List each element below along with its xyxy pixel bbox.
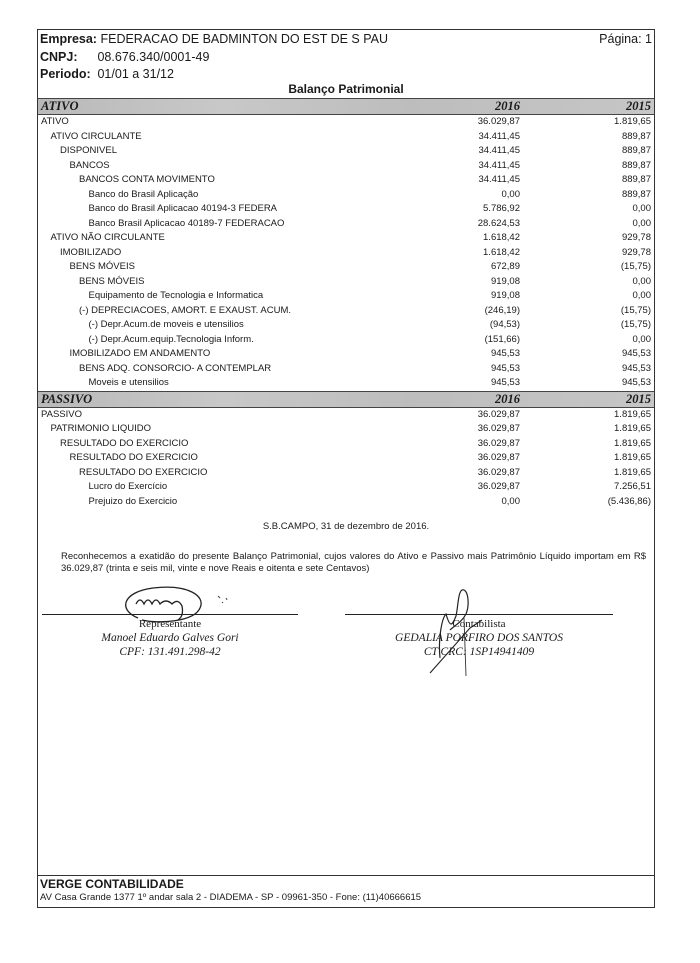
- declaration-text: Reconhecemos a exatidão do presente Balanço Patrimonial, cujos valores do Ativo e Passivo mais Patrimônio Líquido importam em R$ 36.029,87 (trinta e seis mil, vinte e nove Reais e oitenta e sete Centavos): [61, 551, 646, 574]
- value-2016: 1.618,42: [483, 232, 520, 243]
- value-2016: 36.029,87: [477, 466, 520, 478]
- value-2015: 889,87: [621, 130, 651, 142]
- table-row: [38, 466, 654, 481]
- passivo-year-2016: 2016: [495, 391, 520, 406]
- representative-name: Manoel Eduardo Galves Gori: [101, 632, 239, 644]
- table-row: [38, 495, 654, 510]
- document-footer: [38, 875, 654, 907]
- ativo-year-2015: 2015: [626, 99, 651, 113]
- city-date: S.B.CAMPO, 31 de dezembro de 2016.: [262, 521, 430, 532]
- document-header: [38, 30, 654, 98]
- value-2015: 0,00: [632, 217, 651, 229]
- period-label: Periodo:: [40, 67, 91, 81]
- accountant-signature-block: [345, 614, 613, 658]
- passivo-rows: [38, 408, 654, 510]
- value-2015: 945,53: [621, 377, 651, 388]
- value-2016: 1.618,42: [483, 246, 520, 258]
- table-row: [38, 451, 654, 466]
- account-description: PATRIMONIO LIQUIDO: [50, 423, 151, 434]
- value-2016: (94,53): [489, 319, 520, 330]
- value-2016: 36.029,87: [477, 481, 520, 492]
- account-description: BANCOS CONTA MOVIMENTO: [79, 174, 215, 185]
- account-description: (-) Depr.Acum.de moveis e utensilios: [88, 319, 244, 330]
- account-description: BENS MÓVEIS: [79, 275, 145, 287]
- representative-cpf: CPF: 131.491.298-42: [119, 646, 221, 658]
- table-row: [38, 173, 654, 188]
- ativo-rows: [38, 115, 654, 391]
- signature-line: [345, 614, 613, 615]
- value-2016: 36.029,87: [477, 452, 520, 463]
- cnpj-value: 08.676.340/0001-49: [97, 50, 210, 64]
- account-description: BANCOS: [69, 159, 110, 171]
- table-row: [38, 130, 654, 145]
- accounting-firm-name: VERGE CONTABILIDADE: [40, 877, 184, 891]
- table-row: [38, 408, 654, 423]
- company-name: FEDERACAO DE BADMINTON DO EST DE S PAU: [100, 32, 389, 46]
- account-description: Banco do Brasil Aplicacao 40194-3 FEDERA: [88, 203, 278, 214]
- account-description: IMOBILIZADO: [60, 246, 122, 258]
- period-line: [40, 67, 174, 81]
- company-label: Empresa:: [40, 32, 97, 46]
- account-description: IMOBILIZADO EM ANDAMENTO: [69, 348, 211, 359]
- signature-line: [42, 614, 298, 615]
- value-2015: 1.819,65: [614, 437, 651, 449]
- value-2016: 672,89: [490, 261, 520, 272]
- account-description: Equipamento de Tecnologia e Informatica: [88, 290, 264, 301]
- accountant-role: Contabilista: [452, 618, 506, 630]
- table-row: [38, 376, 654, 391]
- table-row: [38, 437, 654, 452]
- ativo-bar-label: ATIVO: [41, 99, 79, 113]
- value-2016: 919,08: [490, 275, 520, 287]
- account-description: RESULTADO DO EXERCICIO: [60, 437, 189, 449]
- value-2015: 929,78: [621, 232, 651, 243]
- account-description: Prejuizo do Exercicio: [88, 495, 178, 507]
- value-2016: (246,19): [484, 304, 520, 316]
- representative-signature-block: [42, 614, 298, 658]
- value-2016: 36.029,87: [477, 408, 520, 420]
- value-2016: 919,08: [490, 290, 520, 301]
- table-row: [38, 144, 654, 159]
- account-description: Lucro do Exercício: [88, 481, 168, 492]
- value-2016: 945,53: [490, 362, 520, 374]
- value-2015: 889,87: [621, 174, 651, 185]
- value-2016: 0,00: [501, 188, 520, 200]
- account-description: Banco do Brasil Aplicação: [88, 188, 199, 200]
- value-2016: 0,00: [501, 495, 520, 507]
- table-row: [38, 362, 654, 377]
- value-2015: 0,00: [632, 333, 651, 345]
- value-2016: 945,53: [490, 377, 520, 388]
- account-description: DISPONIVEL: [60, 145, 118, 156]
- value-2015: 1.819,65: [614, 452, 651, 463]
- table-row: [38, 480, 654, 495]
- value-2015: 1.819,65: [614, 116, 651, 127]
- page-label: Página:: [599, 32, 642, 46]
- account-description: ATIVO NÃO CIRCULANTE: [50, 232, 165, 243]
- value-2015: 889,87: [621, 188, 651, 200]
- period-value: 01/01 a 31/12: [97, 67, 174, 81]
- value-2015: (5.436,86): [607, 495, 651, 507]
- table-row: [38, 333, 654, 348]
- value-2015: 889,87: [621, 145, 651, 156]
- table-row: [38, 275, 654, 290]
- accountant-crc: CT CRC: 1SP14941409: [423, 646, 535, 658]
- value-2015: (15,75): [620, 261, 651, 272]
- account-description: (-) DEPRECIACOES, AMORT. E EXAUST. ACUM.: [79, 304, 292, 316]
- value-2016: 36.029,87: [477, 116, 520, 127]
- cnpj-label: CNPJ:: [40, 50, 78, 64]
- accounting-firm-address: AV Casa Grande 1377 1º andar sala 2 - DIADEMA - SP - 09961-350 - Fone: (11)40666615: [40, 892, 422, 903]
- account-description: RESULTADO DO EXERCICIO: [79, 466, 208, 478]
- ativo-year-2016: 2016: [495, 99, 520, 113]
- representative-role: Representante: [138, 618, 202, 630]
- value-2016: 36.029,87: [477, 423, 520, 434]
- value-2016: 36.029,87: [477, 437, 520, 449]
- table-row: [38, 231, 654, 246]
- table-row: [38, 318, 654, 333]
- account-description: ATIVO CIRCULANTE: [50, 130, 142, 142]
- value-2015: 945,53: [621, 348, 651, 359]
- value-2015: 945,53: [621, 362, 651, 374]
- value-2015: 0,00: [632, 275, 651, 287]
- table-row: [38, 217, 654, 232]
- table-row: [38, 159, 654, 174]
- company-line: [40, 32, 388, 46]
- value-2016: 945,53: [490, 348, 520, 359]
- value-2015: 929,78: [621, 246, 651, 258]
- value-2016: 5.786,92: [483, 203, 520, 214]
- table-row: [38, 246, 654, 261]
- account-description: BENS ADQ. CONSORCIO- A CONTEMPLAR: [79, 362, 272, 374]
- value-2015: 1.819,65: [614, 423, 651, 434]
- passivo-year-2015: 2015: [626, 391, 651, 406]
- cnpj-line: [40, 50, 209, 64]
- account-description: Banco Brasil Aplicacao 40189-7 FEDERACAO: [88, 217, 285, 229]
- account-description: Moveis e utensilios: [88, 377, 169, 388]
- value-2016: (151,66): [484, 333, 520, 345]
- table-row: [38, 422, 654, 437]
- value-2015: 0,00: [632, 203, 651, 214]
- account-description: PASSIVO: [41, 408, 83, 420]
- balance-sheet-document: [37, 29, 655, 908]
- value-2015: (15,75): [620, 304, 651, 316]
- value-2015: 0,00: [632, 290, 651, 301]
- value-2016: 34.411,45: [478, 174, 520, 185]
- value-2016: 34.411,45: [478, 159, 520, 171]
- table-row: [38, 260, 654, 275]
- table-row: [38, 188, 654, 203]
- account-description: RESULTADO DO EXERCICIO: [69, 452, 198, 463]
- value-2015: 1.819,65: [614, 466, 651, 478]
- value-2015: 889,87: [621, 159, 651, 171]
- account-description: ATIVO: [41, 116, 69, 127]
- page-number: [599, 32, 652, 46]
- table-row: [38, 115, 654, 130]
- page-value: 1: [645, 32, 652, 46]
- value-2015: (15,75): [620, 319, 651, 330]
- accountant-name: GEDALIA PORFIRO DOS SANTOS: [395, 632, 563, 644]
- passivo-bar-label: PASSIVO: [41, 391, 93, 406]
- table-row: [38, 289, 654, 304]
- table-row: [38, 202, 654, 217]
- value-2016: 28.624,53: [477, 217, 520, 229]
- table-row: [38, 347, 654, 362]
- table-row: [38, 304, 654, 319]
- value-2015: 1.819,65: [614, 408, 651, 420]
- account-description: (-) Depr.Acum.equip.Tecnologia Inform.: [88, 333, 254, 345]
- document-title: Balanço Patrimonial: [288, 82, 404, 96]
- passivo-section-header: [38, 391, 654, 408]
- value-2015: 7.256,51: [614, 481, 651, 492]
- value-2016: 34.411,45: [478, 145, 520, 156]
- ativo-section-header: [38, 98, 654, 115]
- value-2016: 34.411,45: [478, 130, 520, 142]
- account-description: BENS MÓVEIS: [69, 261, 135, 272]
